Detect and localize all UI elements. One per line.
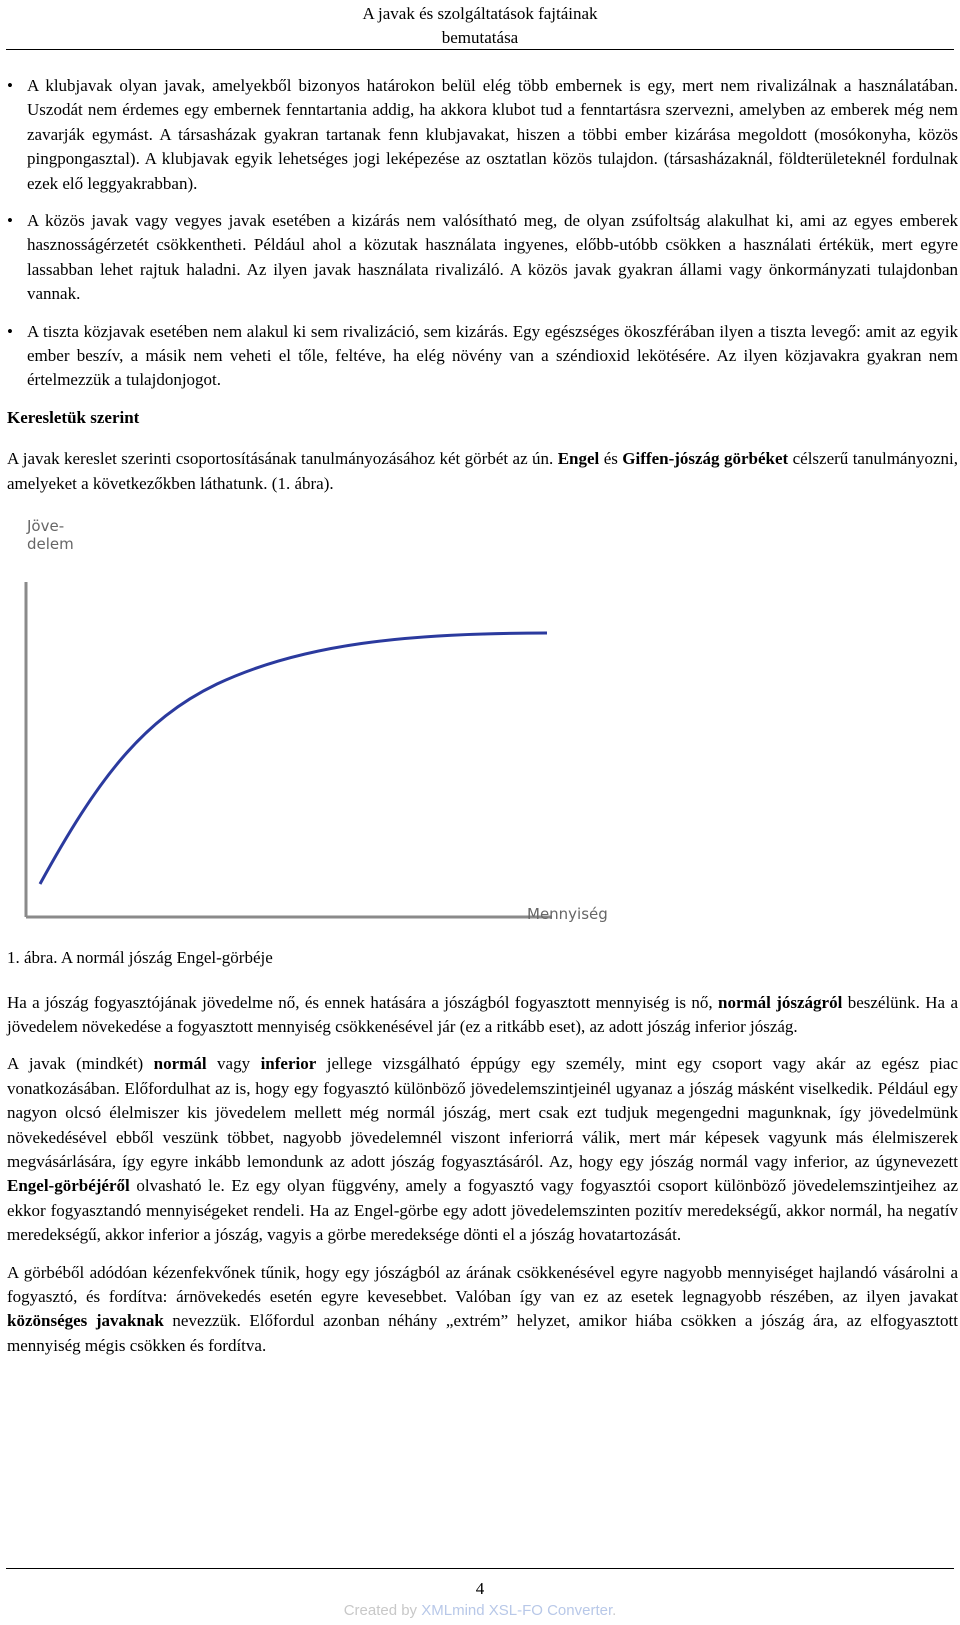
credit-prefix: Created by	[343, 1602, 422, 1619]
intro-text: célszerű tanulmányozni, amelyeket a következőkben láthatunk. (1. ábra).	[7, 449, 958, 493]
credit-suffix: .	[612, 1602, 617, 1619]
section-heading: Keresletük szerint	[7, 407, 140, 427]
paragraph-engel-curve	[7, 1052, 958, 1247]
engel-curve	[40, 633, 547, 884]
para2-bold-engel: Engel-görbéjéről	[7, 1176, 130, 1196]
bullet-public-goods: • A tiszta közjavak esetében nem alakul ki sem rivalizáció, sem kizárás. Egy egészséges ökoszférában ilyen a tiszta levegő: amit az egyik ember beszív, a másik nem veheti el tőle, feltéve, ha elég növény van a széndioxid lekötésére. Az ilyen közjavakra gyakran nem értelmezzük a tulajdonjogot.	[7, 320, 958, 393]
intro-bold-engel: Engel	[557, 449, 600, 469]
x-axis-label: Mennyiség	[527, 905, 608, 924]
header-title-line1: A javak és szolgáltatások fajtáinak	[362, 4, 598, 23]
para2-bold-normal: normál	[153, 1054, 207, 1074]
para2-text: vagy	[206, 1054, 261, 1074]
para1-text: Ha a jószág fogyasztójának jövedelme nő, és ennek hatására a jószágból fogyasztott mennyiség is nő,	[7, 992, 718, 1012]
y-axis-label-line2: delem	[27, 535, 74, 554]
header-divider	[6, 49, 954, 50]
engel-curve-plot	[7, 512, 958, 942]
para2-bold-inferior: inferior	[260, 1054, 317, 1074]
footer-divider	[6, 1568, 954, 1569]
para3-text: nevezzük. Előfordul azonban néhány „extrém” helyzet, amikor hiába csökken a jószág ára, az elfogyasztott mennyiség mégis csökken és fordítva.	[7, 1311, 958, 1355]
page-content	[7, 74, 958, 1371]
intro-paragraph	[7, 447, 958, 496]
header-title-line2: bemutatása	[441, 28, 519, 47]
intro-bold-giffen: Giffen-jószág görbéket	[622, 449, 789, 469]
para3-bold: közönséges javaknak	[7, 1311, 164, 1331]
bullet-common-goods: • A közös javak vagy vegyes javak esetében a kizárás nem valósítható meg, de olyan zsúfoltság alakulhat ki, ami az egyes emberek hasznosságérzetét csökkentheti. Például ahol a közutak használata ingyenes, előbb-utóbb csökken a használati értékük, mert egyre lassabban lehet rajtuk haladni. Az ilyen javak használata rivalizáló. A közös javak gyakran állami vagy önkormányzati tulajdonban vannak.	[7, 209, 958, 307]
para2-text: olvasható le. Ez egy olyan függvény, amely a fogyasztó vagy fogyasztói csoport különböző jövedelemszintjeihez az ekkor fogyasztandó mennyiségeket rendeli. Ha az Engel-görbe egy adott jövedelemszinten pozitív meredekségű, akkor normál, ha negatív meredekségű, akkor inferior a jószág, vagyis a görbe meredeksége dönti el a jószág hovatartozását.	[7, 1176, 958, 1245]
figure-caption: 1. ábra. A normál jószág Engel-görbéje	[7, 948, 273, 968]
para1-bold: normál jószágról	[718, 992, 843, 1012]
paragraph-ordinary-goods	[7, 1261, 958, 1359]
paragraph-normal-inferior	[7, 991, 958, 1040]
intro-text: A javak kereslet szerinti csoportosításának tanulmányozásához két görbét az ún.	[7, 449, 558, 469]
para2-text: A javak (mindkét)	[7, 1054, 154, 1074]
bullet-club-goods: • A klubjavak olyan javak, amelyekből bizonyos határokon belül elég több embernek is egy, mert nem rivalizálnak a használatában. Uszodát nem érdemes egy embernek fenntartania addig, ha akkora klubot tud a fenntartásra szervezni, amelyben az emberek még nem zavarják egymást. A társasházak gyakran tartanak fenn klubjavakat, hiszen a többi ember kizárása megoldott (mosókonyha, közös pingpongasztal). A klubjavak egyik lehetséges jogi leképezése az osztatlan közös tulajdon. (társasházaknál, földterületeknél fordulnak ezek elő leggyakrabban).	[7, 74, 958, 196]
para1-text: beszélünk. Ha a jövedelem növekedése a fogyasztott mennyiség csökkenésével jár (ez a ritkább eset), az adott jószág inferior jószág.	[7, 992, 959, 1036]
para3-text: A görbéből adódóan kézenfekvőnek tűnik, hogy egy jószágból az árának csökkenésével egyre nagyobb mennyiséget hajlandó vásárolni a fogyasztó, és fordítva: árnövekedés esetén egyre kevesebbet. Valóban így van ez az esetek legnagyobb részében, az ilyen javakat	[7, 1262, 958, 1306]
credit-link[interactable]: XMLmind XSL-FO Converter	[421, 1602, 613, 1619]
converter-credit	[0, 1602, 960, 1619]
engel-curve-figure	[7, 512, 958, 942]
intro-text: és	[599, 449, 623, 469]
para2-text: jellege vizsgálható éppúgy egy személy, mint egy csoport vagy akár az egész piac vonatkozásában. Előfordulhat az is, hogy egy fogyasztó különböző jövedelemszintjeinél ugyanaz a jószág másként viselkedik. Például egy nagyon olcsó élelmiszer kis jövedelem mellett még normál jószág, mert csak ezt tudjuk megengedni magunknak, így jövedelmünk növekedésével ebből veszünk többet, nagyobb jövedelemnél viszont inferiorrá válik, mert már képesek vagyunk más élelmiszerek megvásárlására, így egyre inkább lemondunk az adott jószág fogyasztásáról. Az, hogy egy jószág normál vagy inferior, az úgynevezett	[7, 1054, 958, 1171]
page-number: 4	[475, 1579, 485, 1598]
y-axis-label-line1: Jöve-	[27, 517, 65, 536]
